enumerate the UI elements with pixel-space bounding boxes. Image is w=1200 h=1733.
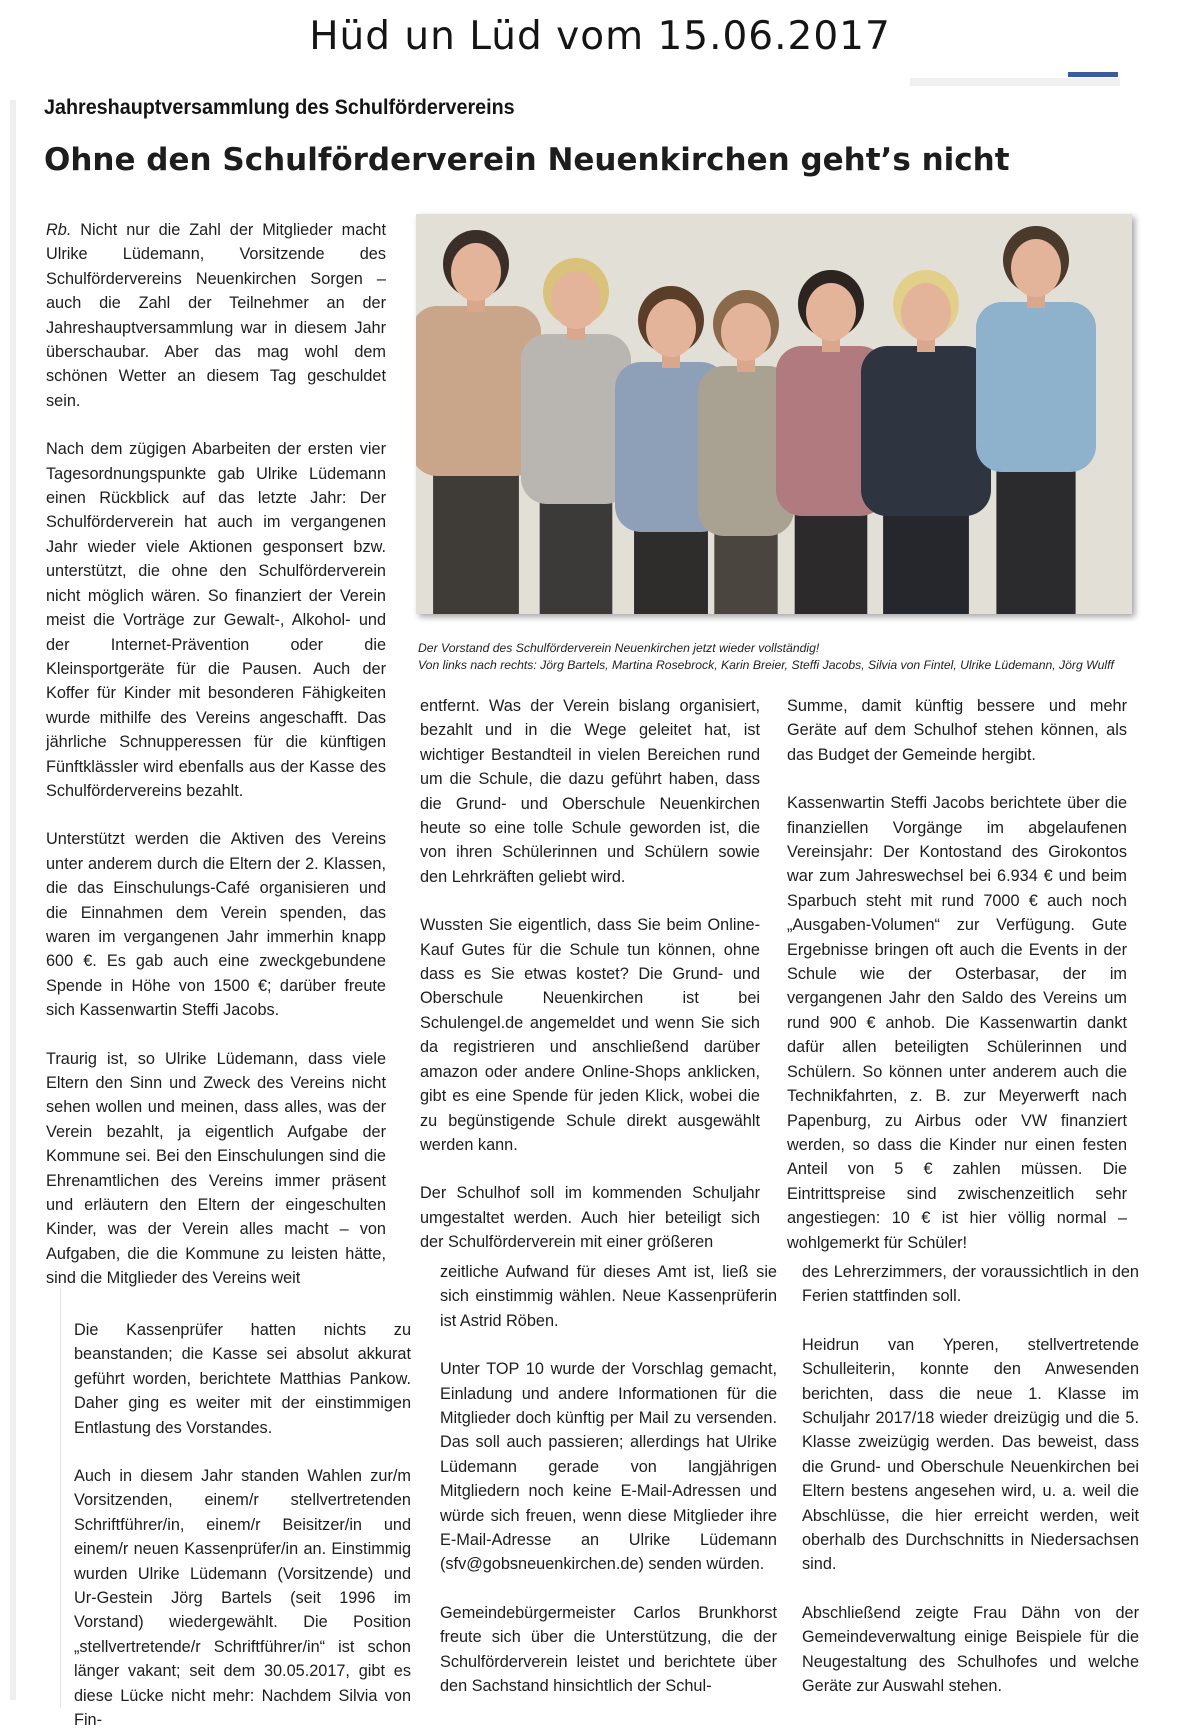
author-abbr: Rb. xyxy=(46,221,72,239)
person-shirt xyxy=(861,346,991,516)
column-1 xyxy=(46,218,386,1291)
paragraph: Traurig ist, so Ulrike Lüdemann, dass viele Eltern den Sinn und Zweck des Vereins nicht sehen wollen und meinen, dass alles, was der Verein bezahlt, ja eigentlich Aufgabe der Kommune sei. Bei den Einschulungen sind die Ehrenamtlichen des Vereins immer präsent und erläutern den Eltern der eingeschulten Kinder, was der Verein alles macht – von Aufgaben, die die Kommune zu leisten hätte, sind die Mitglieder des Vereins weit xyxy=(46,1049,386,1288)
paragraph: Nach dem zügigen Abarbeiten der ersten vier Tagesordnungspunkte gab Ulrike Lüdemann einen Rückblick auf das letzte Jahr: Der Schulförderverein hat auch im vergangenen Jahr wieder viele Aktionen gesponsert bzw. unterstützt, die ohne den Schulförderverein nicht möglich wären. So finanziert der Verein meist die Vorträge zur Gewalt-, Alkohol- und der Internet-Prävention oder die Kleinsportgeräte für die Pausen. Auch der Koffer für Kinder mit besonderen Fähigkeiten wurde mithilfe des Vereins angeschafft. Das jährliche Schnupperessen für die künftigen Fünftklässler wird ebenfalls aus der Kasse des Schulfördervereins bezahlt. xyxy=(46,440,386,800)
paragraph: Heidrun van Yperen, stellvertretende Schulleiterin, konnte den Anwesenden berichten, dass die neue 1. Klasse im Schuljahr 2017/18 wieder dreizügig und die 5. Klasse zweizügig werden. Das beweist, dass die Grund- und Oberschule Neuenkirchen bei Eltern bestens angesehen wird, u. a. weil die Abschlüsse, die hier erreicht werden, weit oberhalb des Durchschnitts in Niedersachsen sind. xyxy=(802,1335,1139,1574)
person-face xyxy=(721,303,771,361)
photo-caption xyxy=(418,640,1138,674)
color-mark xyxy=(1068,72,1118,77)
caption-line-2: Von links nach rechts: Jörg Bartels, Martina Rosebrock, Karin Breier, Steffi Jacobs, Silvia von Fintel, Ulrike Lüdemann, Jörg Wulff xyxy=(418,658,1114,672)
paragraph: Unterstützt werden die Aktiven des Vereins unter anderem durch die Eltern der 2. Klassen, die das Einschulungs-Café organisieren und die Einnahmen dem Verein spenden, das waren im vergangenen Jahr immerhin knapp 600 €. Es gab auch eine zweckgebundene Spende in Höhe von 1500 €; darüber freute sich Kassenwartin Steffi Jacobs. xyxy=(46,830,386,1020)
paragraph: Gemeindebürgermeister Carlos Brunkhorst freute sich über die Unterstützung, die der Schulförderverein leistet und berichtete über den Sachstand hinsichtlich der Schul- xyxy=(440,1603,777,1696)
person-face xyxy=(646,299,696,357)
handwritten-note: Hüd un Lüd vom 15.06.2017 xyxy=(309,14,891,59)
paragraph: Die Kassenprüfer hatten nichts zu beanstanden; die Kasse sei absolut akkurat geführt worden, berichtete Matthias Pankow. Daher ging es weiter mit der einstimmigen Entlastung des Vorstandes. xyxy=(74,1321,411,1437)
paragraph: Abschließend zeigte Frau Dähn von der Gemeindeverwaltung einige Beispiele für die Neugestaltung des Schulhofes und welche Geräte zur Auswahl stehen. xyxy=(802,1603,1139,1696)
column-3 xyxy=(787,694,1127,1255)
paragraph: Kassenwartin Steffi Jacobs berichtete über die finanziellen Vorgänge im abgelaufenen Vereinsjahr: Der Kontostand des Girokontos war zum Jahreswechsel bei 6.934 € und beim Sparbuch steht mit rund 7000 € auch noch „Ausgaben-Volumen“ zur Verfügung. Gute Ergebnisse bringen oft auch die Events in der Schule wie der Osterbasar, der im vergangenen Jahr den Saldo des Vereins um rund 900 € anhob. Die Kassenwartin dankt dafür allen beteiligten Schülerinnen und Schülern. So können unter anderem auch die Technikfahrten, z. B. zur Meyerwerft nach Papenburg, zu Airbus oder VW finanziert werden, so dass die Kinder nur einen festen Anteil von 5 € zahlen müssen. Die Eintrittspreise sind zwischenzeitlich sehr angestiegen: 10 € ist hier völlig normal – wohlgemerkt für Schüler! xyxy=(787,794,1127,1252)
article-headline: Ohne den Schulförderverein Neuenkirchen geht’s nicht xyxy=(44,142,1010,178)
person-shirt xyxy=(521,334,631,504)
paragraph: Summe, damit künftig bessere und mehr Geräte auf dem Schulhof stehen können, als das Budget der Gemeinde hergibt. xyxy=(787,697,1127,764)
paragraph: Nicht nur die Zahl der Mitglieder macht Ulrike Lüdemann, Vorsitzende des Schulfördervereins Neuenkirchen Sorgen – auch die Zahl der Teilnehmer an der Jahreshauptversammlung war in diesem Jahr überschaubar. Aber das mag wohl dem schönen Wetter an diesem Tag geschuldet sein. xyxy=(46,221,386,410)
paragraph: des Lehrerzimmers, der voraussichtlich in den Ferien stattfinden soll. xyxy=(802,1263,1139,1306)
paragraph: Unter TOP 10 wurde der Vorschlag gemacht, Einladung und andere Informationen für die Mitglieder doch künftig per Mail zu versenden. Das soll auch passieren; allerdings hat Ulrike Lüdemann gerade von langjährigen Mitgliedern noch keine E-Mail-Adressen und würde sich freuen, wenn diese Mitglieder ihre E-Mail-Adresse an Ulrike Lüdemann (sfv@gobsneuenkirchen.de) senden würden. xyxy=(440,1360,777,1574)
group-photo-graphic xyxy=(416,214,1132,614)
person-face xyxy=(1011,239,1061,297)
lower-column-2 xyxy=(440,1260,777,1699)
lower-column-3 xyxy=(802,1260,1139,1699)
clipping-edge xyxy=(60,1288,61,1708)
person-face xyxy=(901,283,951,341)
paragraph: Wussten Sie eigentlich, dass Sie beim Online-Kauf Gutes für die Schule tun können, ohne dass es Sie etwas kostet? Die Grund- und Oberschule Neuenkirchen ist bei Schulengel.de angemeldet und wenn Sie sich da registrieren und anschließend darüber amazon oder andere Online-Shops anklicken, gibt es eine Spende für jeden Klick, wobei die zu begünstigende Schule direkt ausgewählt werden kann. xyxy=(420,916,760,1154)
bleed-through-bar xyxy=(910,78,1120,86)
person-face xyxy=(551,271,601,329)
paragraph: zeitliche Aufwand für dieses Amt ist, ließ sie sich einstimmig wählen. Neue Kassenprüferin ist Astrid Röben. xyxy=(440,1263,777,1330)
scan-edge-shadow xyxy=(10,100,16,1700)
person-face xyxy=(806,283,856,341)
group-photo xyxy=(416,214,1132,614)
lower-column-1 xyxy=(74,1318,411,1733)
column-2 xyxy=(420,694,760,1255)
paragraph: Auch in diesem Jahr standen Wahlen zur/m Vorsitzenden, einem/r stellvertretenden Schriftführer/in, einem/r Beisitzer/in und einem/r neuen Kassenprüfer/in an. Einstimmig wurden Ulrike Lüdemann (Vorsitzende) und Ur-Gestein Jörg Bartels (seit 1996 im Vorstand) wiedergewählt. Die Position „stellvertretende/r Schriftführer/in“ ist schon länger vakant; seit dem 30.05.2017, gibt es diese Lücke nicht mehr: Nachdem Silvia von Fin- xyxy=(74,1467,411,1730)
paragraph: entfernt. Was der Verein bislang organisiert, bezahlt und in die Wege geleitet hat, ist wichtiger Bestandteil in vielen Bereichen rund um die Schule, die dazu geführt haben, dass die Grund- und Oberschule Neuenkirchen heute so eine tolle Schule geworden ist, die von ihren Schülerinnen und Schülern sowie den Lehrkräften geliebt wird. xyxy=(420,697,760,886)
person-face xyxy=(451,243,501,301)
person-shirt xyxy=(976,302,1096,472)
article-kicker: Jahreshauptversammlung des Schulfördervereins xyxy=(44,96,515,119)
paragraph: Der Schulhof soll im kommenden Schuljahr umgestaltet werden. Auch hier beteiligt sich der Schulförderverein mit einer größeren xyxy=(420,1184,760,1252)
caption-line-1: Der Vorstand des Schulförderverein Neuenkirchen jetzt wieder vollständig! xyxy=(418,641,820,655)
